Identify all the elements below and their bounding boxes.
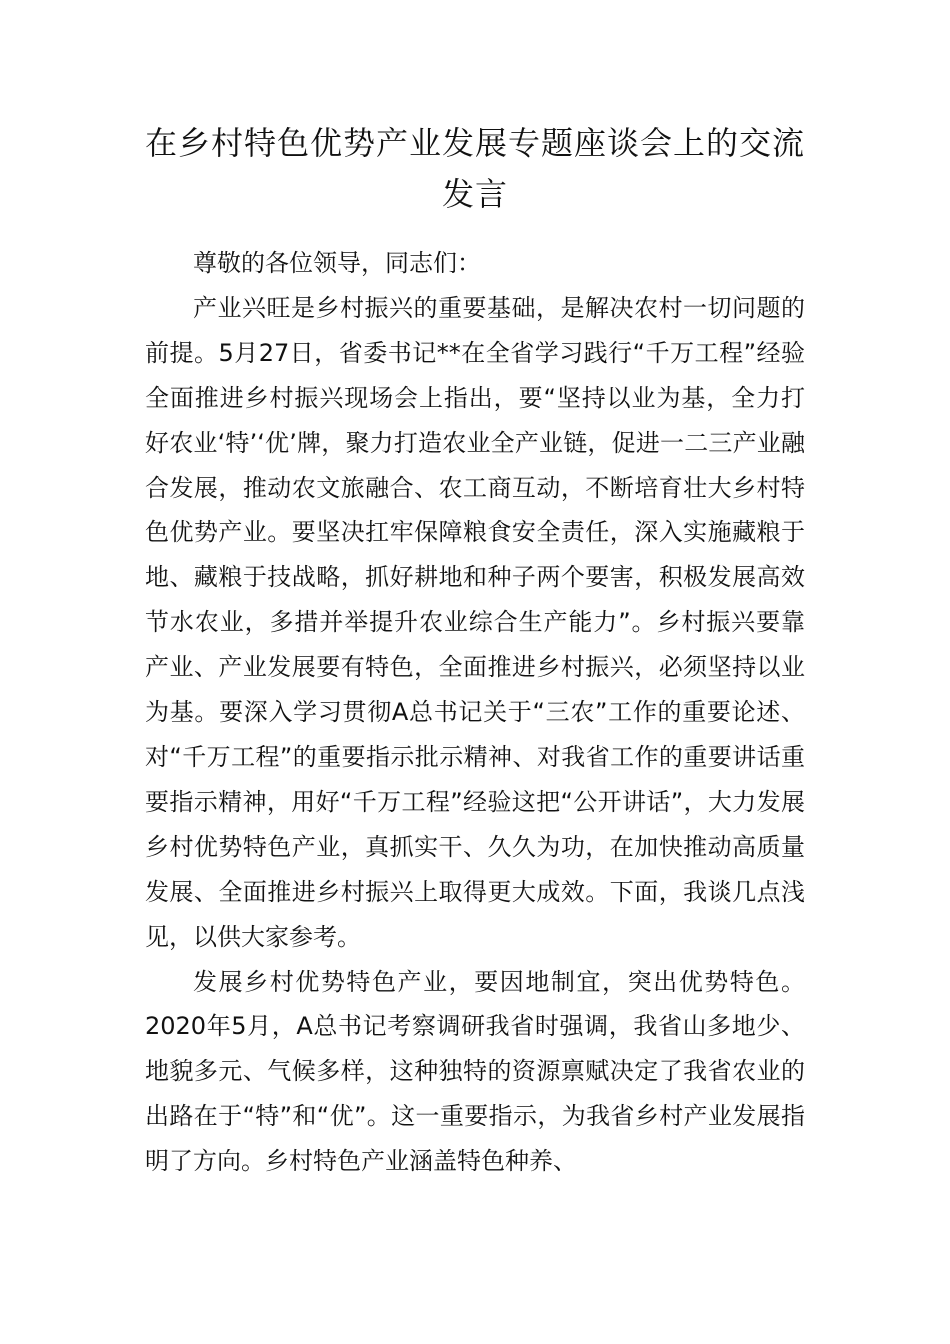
document-body bbox=[145, 241, 805, 1184]
document-title: 在乡村特色优势产业发展专题座谈会上的交流发言 bbox=[145, 124, 806, 213]
body-paragraph-2: 发展乡村优势特色产业，要因地制宜，突出优势特色。2020年5月，A总书记考察调研我省时强调，我省山多地少、地貌多元、气候多样，这种独特的资源禀赋决定了我省农业的出路在于“特”和“优”。这一重要指示，为我省乡村产业发展指明了方向。乡村特色产业涵盖特色种养、 bbox=[145, 967, 805, 1176]
body-paragraph-1: 产业兴旺是乡村振兴的重要基础，是解决农村一切问题的前提。5月27日，省委书记**在全省学习践行“千万工程”经验全面推进乡村振兴现场会上指出，要“坚持以业为基，全力打好农业‘特’‘优’牌，聚力打造农业全产业链，促进一二三产业融合发展，推动农文旅融合、农工商互动，不断培育壮大乡村特色优势产业。要坚决扛牢保障粮食安全责任，深入实施藏粮于地、藏粮于技战略，抓好耕地和种子两个要害，积极发展高效节水农业，多措并举提升农业综合生产能力”。乡村振兴要靠产业、产业发展要有特色，全面推进乡村振兴，必须坚持以业为基。要深入学习贯彻A总书记关于“三农”工作的重要论述、对“千万工程”的重要指示批示精神、对我省工作的重要讲话重要指示精神，用好“千万工程”经验这把“公开讲话”，大力发展乡村优势特色产业，真抓实干、久久为功，在加快推动高质量发展、全面推进乡村振兴上取得更大成效。下面，我谈几点浅见，以供大家参考。 bbox=[145, 293, 805, 951]
salutation-paragraph: 尊敬的各位领导，同志们： bbox=[193, 249, 481, 277]
